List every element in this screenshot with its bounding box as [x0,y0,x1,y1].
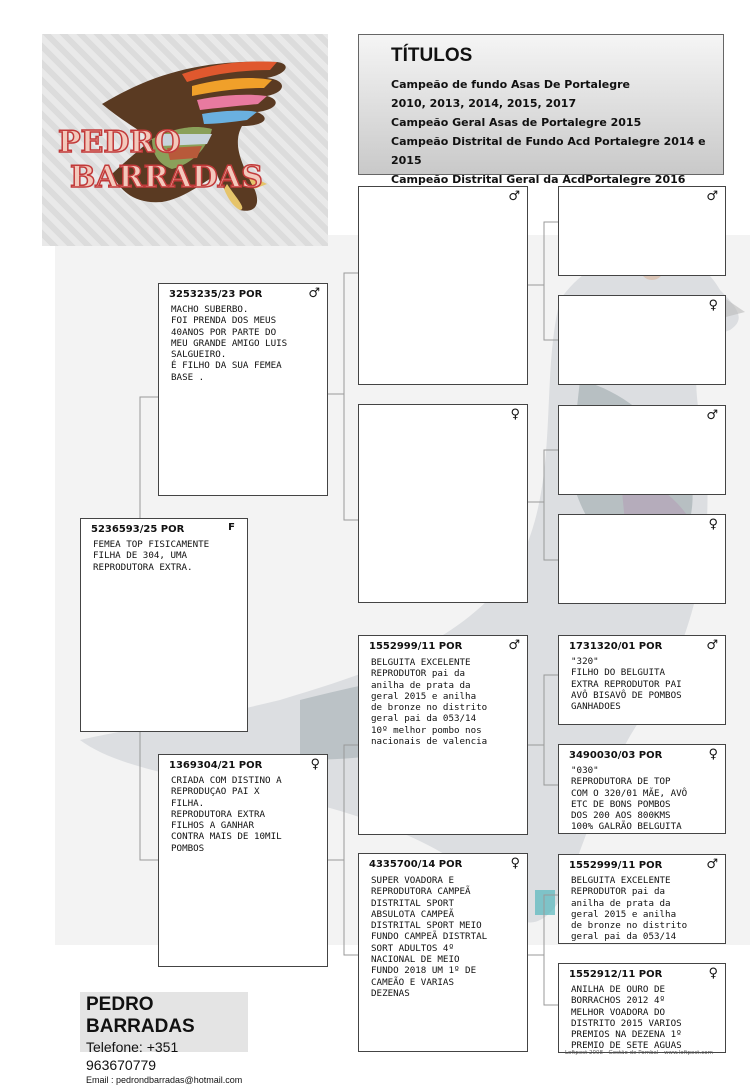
title-line: 2010, 2013, 2014, 2015, 2017 [391,97,577,110]
pedigree-card-sire-sire[interactable] [358,186,528,385]
ring-number: 3253235/23 POR [169,289,263,300]
contact-email[interactable]: Email : pedrondbarradas@hotmail.com [86,1075,243,1085]
male-icon: ♂ [508,638,520,653]
pedigree-card-dam[interactable] [158,754,328,967]
software-footer: Loftpest 2008 - Gestão de Pombal - www.loftpest.com [565,1050,713,1056]
pedigree-card-subject[interactable] [80,518,248,732]
female-icon: ♀ [510,856,520,871]
bird-description: "320" FILHO DO BELGUITA EXTRA REPRODUTOR PAI AVÔ BISAVÔ DE POMBOS GANHADOES [571,656,682,713]
female-icon: ♀ [708,517,718,532]
female-icon: ♀ [310,757,320,772]
male-icon: ♂ [706,857,718,872]
ring-number: 3490030/03 POR [569,750,663,761]
bird-description: BELGUITA EXCELENTE REPRODUTOR pai da anilha de prata da geral 2015 e anilha de bronze no distrito geral pai da 053/14 10º melhor pombo nos nacionais de valencia [371,657,488,748]
ring-number: 4335700/14 POR [369,859,463,870]
bird-description: MACHO SUBERBO. FOI PRENDA DOS MEUS 40ANOS POR PARTE DO MEU GRANDE AMIGO LUIS SALGUEIRO. É FILHO DA SUA FEMEA BASE . [171,304,288,383]
male-icon: ♂ [706,638,718,653]
pedigree-card-sd-sire[interactable] [558,405,726,495]
title-line: Campeão Geral Asas de Portalegre 2015 [391,116,642,129]
pedigree-card-ds-sire[interactable] [558,635,726,725]
pedigree-card-ss-dam[interactable] [558,295,726,385]
male-icon: ♂ [508,189,520,204]
female-icon: ♀ [510,407,520,422]
pedigree-card-dd-sire[interactable] [558,854,726,944]
titles-panel [358,34,724,186]
contact-phone: Telefone: +351 963670779 [86,1039,179,1073]
title-line: Campeão Distrital Geral da AcdPortalegre 2016 [391,173,686,186]
female-icon: ♀ [708,747,718,762]
title-line: Campeão de fundo Asas De Portalegre [391,78,630,91]
bird-description: FEMEA TOP FISICAMENTE FILHA DE 304, UMA REPRODUTORA EXTRA. [93,539,210,573]
ring-number: 1731320/01 POR [569,641,663,652]
ring-number: 1369304/21 POR [169,760,263,771]
titles-heading: TÍTULOS [391,45,473,66]
bird-description: SUPER VOADORA E REPRODUTORA CAMPEÃ DISTRITAL SPORT ABSULOTA CAMPEÃ DISTRITAL SPORT MEIO FUNDO CAMPEÃ DISTRTAL SORT ADULTOS 4º NACIONAL DE MEIO FUNDO 2018 UM 1º DE CAMEÃO E VARIAS DEZENAS [371,875,488,999]
ring-number: 5236593/25 POR [91,524,185,535]
bird-description: BELGUITA EXCELENTE REPRODUTOR pai da anilha de prata da geral 2015 e anilha de bronze no distrito geral pai da 053/14 [571,875,688,943]
pedigree-card-dam-dam[interactable] [358,853,528,1052]
male-icon: ♂ [706,408,718,423]
contact-name: PEDRO BARRADAS [86,994,195,1037]
pedigree-card-dd-dam[interactable] [558,963,726,1053]
bird-description: ANILHA DE OURO DE BORRACHOS 2012 4º MELHOR VOADORA DO DISTRITO 2015 VARIOS PREMIOS NA DEZENA 1º PREMIO DE SETE AGUAS [571,984,682,1052]
pedigree-card-ds-dam[interactable] [558,744,726,834]
logo-text-line2: BARRADAS [70,160,263,195]
female-icon: ♀ [708,298,718,313]
male-icon: ♂ [308,286,320,301]
bird-description: "030" REPRODUTORA DE TOP COM O 320/01 MÃE, AVÔ ETC DE BONS POMBOS DOS 200 AOS 800KMS 100% GALRÃO BELGUITA [571,765,688,833]
pedigree-card-sire-dam[interactable] [358,404,528,603]
female-icon: ♀ [708,966,718,981]
pedigree-card-ss-sire[interactable] [558,186,726,276]
male-icon: ♂ [706,189,718,204]
contact-block [80,992,248,1085]
logo-text-line1: PEDRO [58,125,181,160]
bird-description: CRIADA COM DISTINO A REPRODUÇAO PAI X FILHA. REPRODUTORA EXTRA FILHOS A GANHAR CONTRA MAIS DE 10MIL POMBOS [171,775,282,854]
ring-number: 1552999/11 POR [369,641,463,652]
sex-label: F [228,522,235,533]
title-line: Campeão Distrital de Fundo Acd Portalegre 2014 e 2015 [391,135,706,167]
ring-number: 1552912/11 POR [569,969,663,980]
pedigree-card-sire[interactable] [158,283,328,496]
pedigree-card-sd-dam[interactable] [558,514,726,604]
ring-number: 1552999/11 POR [569,860,663,871]
pedigree-card-dam-sire[interactable] [358,635,528,835]
